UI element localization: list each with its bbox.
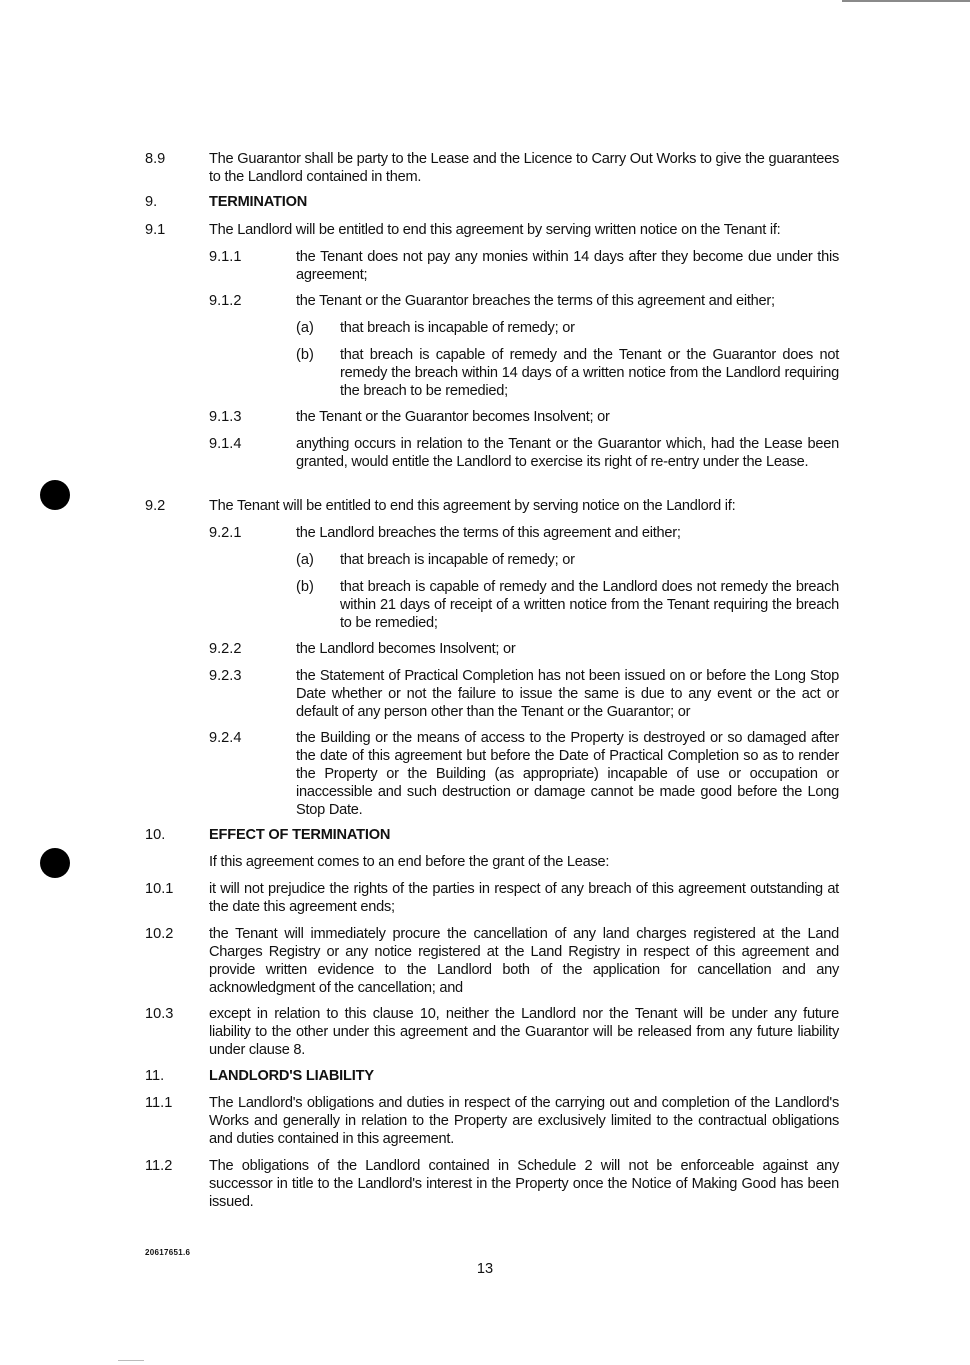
clause-number: 11.2	[145, 1158, 173, 1174]
clause-text: The obligations of the Landlord contained in Schedule 2 will not be enforceable against any successor in title to the Landlord's interest in the Property once the Notice of Making Good has been issued.	[209, 1158, 839, 1210]
clause-text: the Landlord breaches the terms of this agreement and either;	[296, 525, 681, 541]
clause-number: 10.3	[145, 1006, 174, 1022]
clause-number: 9.1.3	[209, 409, 242, 425]
clause-text: that breach is incapable of remedy; or	[340, 320, 575, 336]
clause-number: 11.1	[145, 1095, 173, 1111]
heading-number: 11.	[145, 1068, 165, 1084]
heading-text: LANDLORD'S LIABILITY	[209, 1068, 374, 1084]
clause-number: 9.1.1	[209, 249, 242, 265]
clause-text: the Tenant will immediately procure the cancellation of any land charges registered at the Land Charges Registry or any notice registered at the Land Registry in respect of this agreement and provide written evidence to the Landlord both of the application for cancellation and any acknowledgment of the cancellation; and	[209, 926, 839, 996]
clause-text: the Tenant or the Guarantor becomes Insolvent; or	[296, 409, 610, 425]
clause-text: The Landlord's obligations and duties in respect of the carrying out and completion of the Landlord's Works and generally in relation to the Property are exclusively limited to the contractual obligations and duties contained in this agreement.	[209, 1095, 839, 1147]
clause-number: (a)	[296, 320, 314, 336]
punch-hole-lower	[40, 848, 70, 878]
clause-text: the Tenant does not pay any monies within 14 days after they become due under this agreement;	[296, 249, 839, 283]
punch-hole-upper	[40, 480, 70, 510]
clause-text: The Guarantor shall be party to the Lease and the Licence to Carry Out Works to give the guarantees to the Landlord contained in them.	[209, 151, 839, 185]
heading-number: 9.	[145, 194, 158, 210]
clause-number: (b)	[296, 579, 314, 595]
clause-number: 9.2	[145, 498, 166, 514]
clause-number: (b)	[296, 347, 314, 363]
clause-number: 8.9	[145, 151, 166, 167]
heading-text: EFFECT OF TERMINATION	[209, 827, 391, 843]
clause-number: 9.2.2	[209, 641, 242, 657]
scan-edge-mark	[118, 1360, 144, 1361]
clause-text: The Landlord will be entitled to end this agreement by serving written notice on the Tenant if:	[209, 222, 781, 238]
clause-text: the Tenant or the Guarantor breaches the terms of this agreement and either;	[296, 293, 775, 309]
clause-text: except in relation to this clause 10, neither the Landlord nor the Tenant will be under any future liability to the other under this agreement and the Guarantor will be released from any future liability under clause 8.	[209, 1006, 839, 1058]
clause-text: the Landlord becomes Insolvent; or	[296, 641, 516, 657]
heading-number: 10.	[145, 827, 166, 843]
clause-text: it will not prejudice the rights of the parties in respect of any breach of this agreement outstanding at the date this agreement ends;	[209, 881, 839, 915]
clause-number: 9.2.3	[209, 668, 242, 684]
heading-text: TERMINATION	[209, 194, 308, 210]
clause-number: 9.2.4	[209, 730, 242, 746]
clause-text: the Statement of Practical Completion has not been issued on or before the Long Stop Date whether or not the failure to issue the same is due to any event or the act or default of any person other than the Tenant or the Guarantor; or	[296, 668, 839, 720]
clause-text: anything occurs in relation to the Tenant or the Guarantor which, had the Lease been granted, would entitle the Landlord to exercise its right of re-entry under the Lease.	[296, 436, 839, 470]
clause-text: that breach is capable of remedy and the Landlord does not remedy the breach within 21 days of receipt of a written notice from the Tenant requiring the breach to be remedied;	[340, 579, 839, 631]
clause-number: 9.1.4	[209, 436, 242, 452]
clause-text: the Building or the means of access to the Property is destroyed or so damaged after the date of this agreement but before the Date of Practical Completion so as to render the Property or the Building (as appropriate) incapable of use or occupation or inaccessible and such destruction or damage cannot be made good before the Long Stop Date.	[296, 730, 839, 818]
clause-number: 10.2	[145, 926, 174, 942]
clause-number: 9.1.2	[209, 293, 242, 309]
clause-number: 9.2.1	[209, 525, 242, 541]
clause-number: (a)	[296, 552, 314, 568]
clause-text: that breach is incapable of remedy; or	[340, 552, 575, 568]
page-number: 13	[476, 1261, 494, 1277]
clause-number: 9.1	[145, 222, 166, 238]
scan-edge-line	[842, 0, 970, 2]
document-reference: 20617651.6	[145, 1248, 191, 1257]
clause-number: 10.1	[145, 881, 174, 897]
clause-text: The Tenant will be entitled to end this agreement by serving notice on the Landlord if:	[209, 498, 736, 514]
clause-text: If this agreement comes to an end before the grant of the Lease:	[209, 854, 610, 870]
clause-text: that breach is capable of remedy and the Tenant or the Guarantor does not remedy the breach within 14 days of a written notice from the Landlord requiring the breach to be remedied;	[340, 347, 839, 399]
